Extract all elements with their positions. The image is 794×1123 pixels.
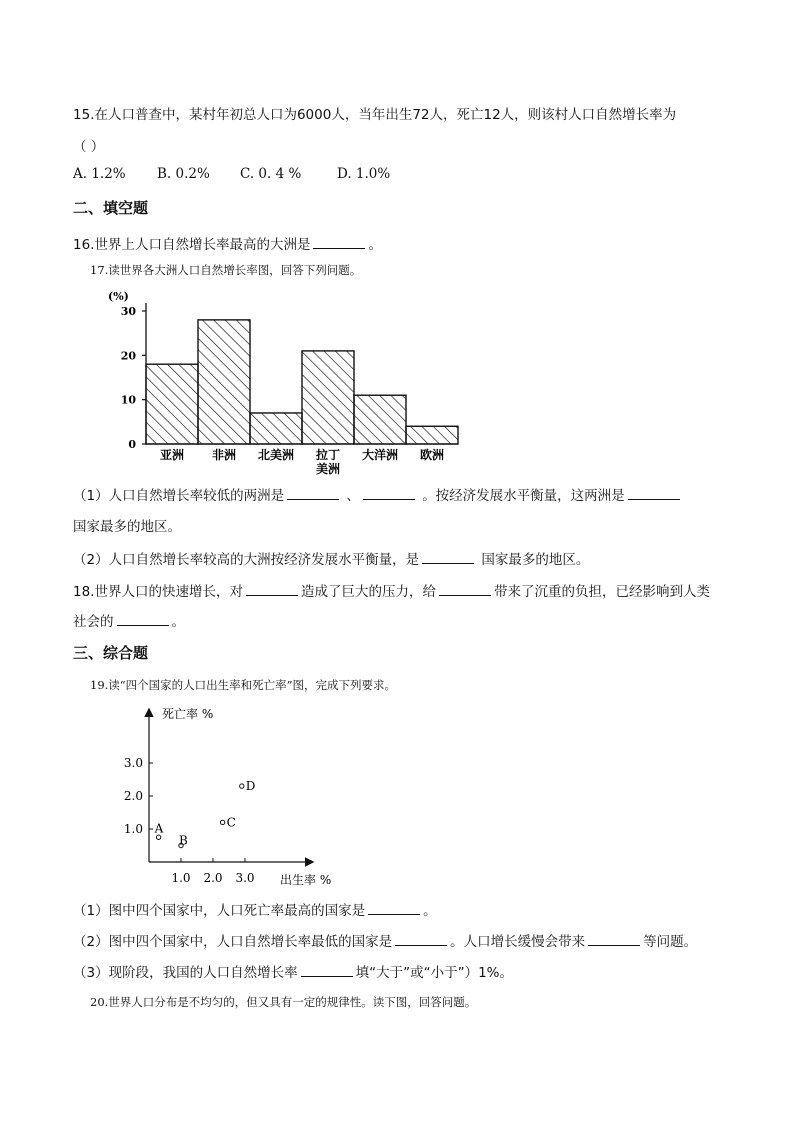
q19-sub2-end: 等问题。 bbox=[643, 934, 698, 950]
bar-chart-growth-rate bbox=[100, 286, 480, 476]
scatter-point-a bbox=[156, 835, 160, 839]
scatter-point-d bbox=[240, 784, 244, 788]
q15-option-a: A. 1.2% bbox=[73, 166, 126, 182]
bar-1 bbox=[198, 320, 250, 444]
scatter-point-label: A bbox=[154, 821, 164, 836]
answer-blank bbox=[395, 933, 447, 946]
scatter-x-axis-title: 出生率 % bbox=[280, 873, 332, 887]
bar-category-label: 亚洲 bbox=[159, 448, 185, 462]
bar-y-tick-label: 10 bbox=[120, 393, 136, 407]
answer-blank bbox=[422, 551, 474, 564]
q19-sub2-text2: 。人口增长缓慢会带来 bbox=[450, 934, 586, 950]
bar-category-label: 欧洲 bbox=[419, 448, 445, 462]
bar-category-label-line2: 美洲 bbox=[315, 462, 341, 476]
bar-y-tick-label: 30 bbox=[120, 305, 136, 318]
bar-category-label: 北美洲 bbox=[257, 448, 295, 462]
section-title-comprehensive: 三、综合题 bbox=[73, 644, 149, 662]
q19-sub3-line bbox=[73, 961, 513, 981]
q19-sub3-text: （3）现阶段，我国的人口自然增长率 bbox=[73, 965, 298, 981]
q16-line bbox=[73, 233, 382, 253]
q17-sub1-sep: 、 bbox=[346, 488, 360, 504]
q17-sub2-line bbox=[73, 548, 589, 568]
bar-category-label: 大洋洲 bbox=[361, 448, 399, 462]
q17-sub1-cont: 国家最多的地区。 bbox=[73, 519, 181, 535]
scatter-x-tick-label: 3.0 bbox=[235, 871, 255, 885]
scatter-y-tick-label: 1.0 bbox=[123, 822, 143, 836]
q15-option-d: D. 1.0% bbox=[337, 166, 391, 182]
bar-y-tick-label: 0 bbox=[128, 438, 136, 451]
q19-sub1-text: （1）图中四个国家中，人口死亡率最高的国家是 bbox=[73, 903, 366, 919]
bar-y-tick-label: 20 bbox=[120, 349, 136, 363]
q18-line1 bbox=[73, 580, 710, 600]
q18-text-e: 。 bbox=[171, 614, 185, 630]
answer-blank bbox=[246, 583, 298, 596]
q17-sub1-line bbox=[73, 484, 683, 504]
q19-sub1-end: 。 bbox=[423, 903, 437, 919]
bar-y-axis-unit: (%) bbox=[108, 290, 129, 303]
q17-sub2-text2: 国家最多的地区。 bbox=[481, 552, 590, 568]
scatter-y-tick-label: 2.0 bbox=[123, 789, 143, 803]
scatter-point-label: B bbox=[179, 833, 188, 848]
q18-text-b: 造成了巨大的压力，给 bbox=[300, 584, 436, 600]
q20-intro: 20.世界人口分布是不均匀的，但又具有一定的规律性。读下图，回答问题。 bbox=[90, 995, 477, 1009]
q17-sub1-text: （1）人口自然增长率较低的两洲是 bbox=[73, 488, 285, 504]
q16-end: 。 bbox=[368, 237, 382, 253]
answer-blank bbox=[287, 487, 339, 500]
scatter-point-c bbox=[220, 820, 224, 824]
answer-blank bbox=[368, 902, 420, 915]
q16-text: 16.世界上人口自然增长率最高的大洲是 bbox=[73, 237, 311, 253]
q19-sub3-end: 填“大于”或“小于”）1%。 bbox=[355, 965, 513, 981]
q19-intro: 19.读“四个国家的人口出生率和死亡率”图，完成下列要求。 bbox=[90, 678, 397, 692]
answer-blank bbox=[363, 487, 415, 500]
scatter-chart-birth-death bbox=[100, 700, 360, 890]
bar-category-label: 非洲 bbox=[211, 448, 237, 462]
section-title-fill-blank: 二、填空题 bbox=[73, 199, 149, 217]
scatter-x-tick-label: 2.0 bbox=[203, 871, 223, 885]
q15-stem: 15.在人口普查中，某村年初总人口为6000人，当年出生72人，死亡12人，则该村人口自然增长率为 bbox=[73, 107, 677, 123]
q15-option-b: B. 0.2% bbox=[157, 166, 210, 182]
answer-blank bbox=[439, 583, 491, 596]
scatter-y-axis-title: 死亡率 % bbox=[162, 707, 214, 721]
q15-option-c: C. 0. 4 % bbox=[240, 166, 302, 182]
answer-blank bbox=[117, 613, 169, 626]
q19-sub1-line bbox=[73, 899, 437, 919]
scatter-x-tick-label: 1.0 bbox=[171, 871, 191, 885]
q19-sub2-text: （2）图中四个国家中，人口自然增长率最低的国家是 bbox=[73, 934, 393, 950]
bar-category-label: 拉丁 bbox=[315, 448, 341, 462]
q15-answer-paren: （ ） bbox=[73, 139, 105, 155]
scatter-point-label: C bbox=[226, 815, 236, 830]
scatter-y-tick-label: 3.0 bbox=[123, 756, 143, 770]
answer-blank bbox=[588, 933, 640, 946]
q18-text-c: 带来了沉重的负担，已经影响到人类 bbox=[493, 584, 710, 600]
q17-intro: 17.读世界各大洲人口自然增长率图，回答下列问题。 bbox=[90, 263, 362, 277]
answer-blank bbox=[301, 964, 353, 977]
q19-sub2-line bbox=[73, 930, 697, 950]
bar-4 bbox=[354, 395, 406, 444]
q18-text-d: 社会的 bbox=[73, 614, 114, 630]
bar-2 bbox=[250, 413, 302, 444]
q18-text-a: 18.世界人口的快速增长，对 bbox=[73, 584, 243, 600]
scatter-point-label: D bbox=[245, 779, 256, 794]
q18-line2 bbox=[73, 610, 185, 630]
bar-5 bbox=[406, 426, 458, 444]
answer-blank bbox=[313, 236, 365, 249]
answer-blank bbox=[628, 487, 680, 500]
bar-3 bbox=[302, 351, 354, 444]
q17-sub1-text2: 。按经济发展水平衡量，这两洲是 bbox=[422, 488, 625, 504]
bar-0 bbox=[146, 364, 198, 444]
q17-sub2-text: （2）人口自然增长率较高的大洲按经济发展水平衡量，是 bbox=[73, 552, 420, 568]
